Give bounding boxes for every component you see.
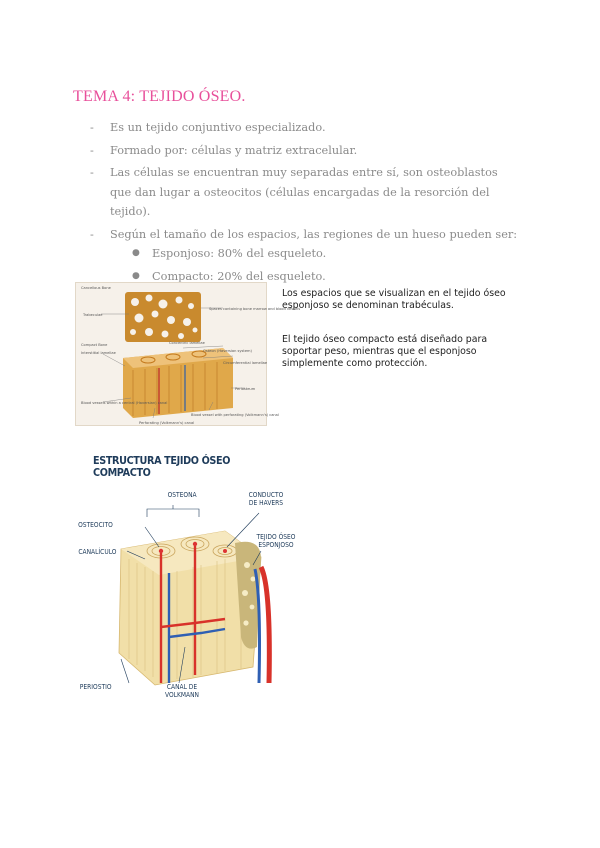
label-osteon: Osteon (Haversian system) — [203, 349, 252, 353]
label-canal-volkmann: CANAL DE VOLKMANN — [165, 683, 199, 699]
label-spaces: Spaces containing bone marrow and blood vessels — [209, 307, 301, 311]
sub-list-item-text: Esponjoso: 80% del esqueleto. — [152, 247, 327, 260]
label-interstitial: Interstitial lamellae — [81, 351, 116, 355]
bullet-list — [90, 118, 520, 289]
label-tejido-esponjoso: TEJIDO ÓSEO ESPONJOSO — [256, 533, 296, 549]
label-canaliculo: CANALÍCULO — [78, 548, 117, 556]
label-periosteum: Periosteum — [235, 387, 256, 391]
note-trabeculas: Los espacios que se visualizan en el tejido óseo esponjoso se denominan trabéculas. — [282, 288, 506, 311]
list-item — [90, 163, 520, 222]
cancellous-bone-drawing — [125, 292, 201, 342]
dash-marker: - — [90, 227, 94, 241]
list-item — [90, 225, 520, 287]
label-osteona: OSTEONA — [167, 491, 197, 499]
label-compact-bone: Compact Bone — [81, 343, 108, 347]
compact-bone-illustration — [75, 447, 302, 709]
list-item — [90, 118, 520, 138]
bone-structure-figure — [73, 278, 301, 438]
dash-marker: - — [90, 121, 94, 134]
label-cancellous-bone: Cancellous Bone — [81, 286, 111, 290]
label-concentric: Concentric lamellae — [169, 341, 205, 345]
label-blood-vessels: Blood vessels within a central (Haversian) canal — [81, 401, 168, 405]
sub-list-item-text: Compacto: 20% del esqueleto. — [152, 269, 326, 283]
list-item-text: Formado por: células y matriz extracelular. — [110, 143, 358, 157]
compact-bone-figure — [75, 447, 302, 709]
dot-marker: ● — [132, 270, 140, 281]
bone-illustration — [73, 278, 301, 438]
page-title: TEMA 4: TEJIDO ÓSEO. — [73, 88, 246, 105]
label-trabeculae: Trabeculae — [83, 313, 103, 317]
list-item-text: Según el tamaño de los espacios, las regiones de un hueso pueden ser: — [110, 227, 518, 241]
dot-marker: ● — [132, 248, 140, 258]
label-perforating-canal: Perforating (Volkmann's) canal — [139, 421, 195, 425]
label-circumferential: Circumferential lamellae — [223, 361, 268, 365]
note-compacto: El tejido óseo compacto está diseñado para soportar peso, mientras que el esponjoso simplemente como protección. — [282, 334, 488, 369]
compact-bone-drawing — [123, 348, 233, 418]
figure-title: ESTRUCTURA TEJIDO ÓSEO COMPACTO — [93, 455, 231, 479]
list-item-text: Es un tejido conjuntivo especializado. — [110, 121, 326, 134]
dash-marker: - — [90, 143, 94, 157]
sub-list-item — [110, 244, 520, 264]
list-item — [90, 141, 520, 161]
list-item-text: Las células se encuentran muy separadas entre sí, son osteoblastos que dan lugar a osteocitos (células encargadas de la resorción del tejido). — [110, 166, 498, 218]
label-osteocito: OSTEOCITO — [78, 521, 113, 529]
label-periostio: PERIOSTIO — [79, 683, 112, 691]
label-conducto-havers: CONDUCTO DE HAVERS — [248, 491, 284, 507]
dash-marker: - — [90, 166, 94, 179]
side-notes — [282, 288, 522, 392]
label-nutrient: Blood vessel with perforating (Volkmann's) canal — [191, 413, 279, 417]
